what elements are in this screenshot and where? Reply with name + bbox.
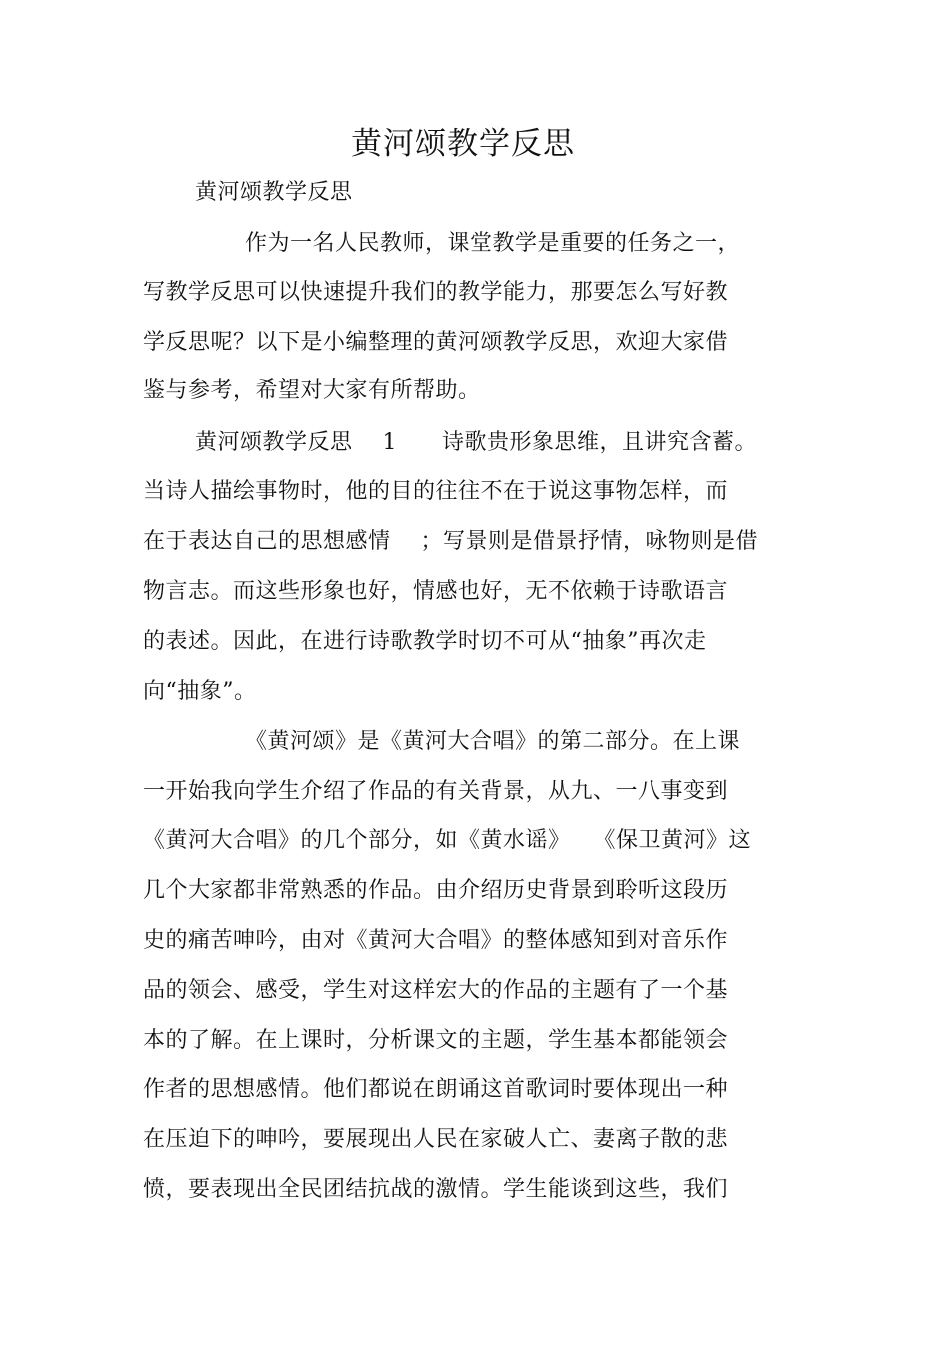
body-line: 愤，要表现出全民团结抗战的激情。学生能谈到这些，我们 (143, 1177, 729, 1202)
body-line: 黄河颂教学反思 1 诗歌贵形象思维，且讲究含蓄。 (195, 430, 757, 455)
body-line: 写教学反思可以快速提升我们的教学能力，那要怎么写好教 (143, 280, 729, 305)
body-line: 向“抽象”。 (143, 679, 257, 704)
body-line: 一开始我向学生介绍了作品的有关背景，从九、一八事变到 (143, 779, 729, 804)
body-line: 在于表达自己的思想感情 ；写景则是借景抒情，咏物则是借 (143, 529, 758, 554)
body-line: 学反思呢？以下是小编整理的黄河颂教学反思，欢迎大家借 (143, 330, 729, 355)
document-title: 黄河颂教学反思 (351, 126, 575, 162)
body-line: 《黄河颂》是《黄河大合唱》的第二部分。在上课 (245, 729, 741, 754)
body-line: 当诗人描绘事物时，他的目的往往不在于说这事物怎样，而 (143, 479, 729, 504)
body-line: 品的领会、感受，学生对这样宏大的作品的主题有了一个基 (143, 978, 729, 1003)
subtitle-line: 黄河颂教学反思 (195, 180, 353, 205)
body-line: 史的痛苦呻吟，由对《黄河大合唱》的整体感知到对音乐作 (143, 928, 729, 953)
body-line: 的表述。因此，在进行诗歌教学时切不可从“抽象”再次走 (143, 629, 707, 654)
body-line: 作为一名人民教师，课堂教学是重要的任务之一， (245, 231, 741, 256)
body-line: 在压迫下的呻吟，要展现出人民在家破人亡、妻离子散的悲 (143, 1127, 729, 1152)
body-line: 本的了解。在上课时，分析课文的主题，学生基本都能领会 (143, 1028, 729, 1053)
body-line: 鉴与参考，希望对大家有所帮助。 (143, 378, 481, 403)
body-line: 作者的思想感情。他们都说在朗诵这首歌词时要体现出一种 (143, 1077, 729, 1102)
body-line: 物言志。而这些形象也好，情感也好，无不依赖于诗歌语言 (143, 579, 729, 604)
body-line: 《黄河大合唱》的几个部分，如《黄水谣》 《保卫黄河》这 (143, 828, 752, 853)
body-line: 几个大家都非常熟悉的作品。由介绍历史背景到聆听这段历 (143, 878, 729, 903)
